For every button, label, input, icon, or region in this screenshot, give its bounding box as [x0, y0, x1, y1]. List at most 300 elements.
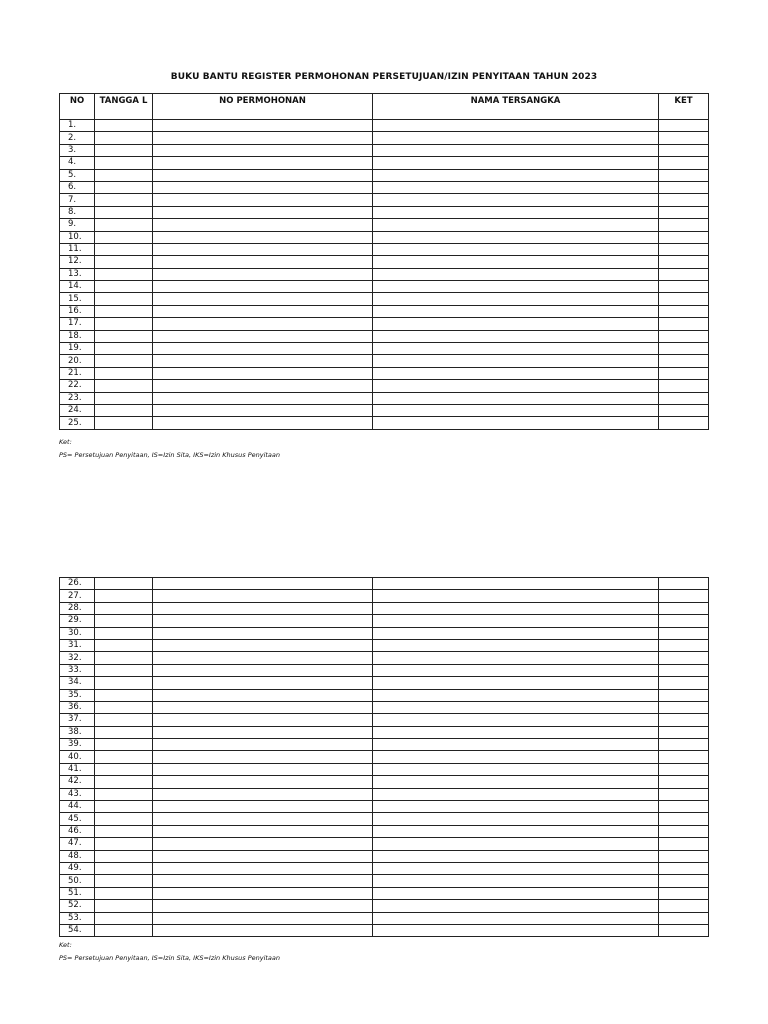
cell-nama-tersangka [373, 355, 659, 367]
table-row [60, 862, 709, 874]
cell-ket [659, 627, 709, 639]
cell-no-permohonan [153, 281, 373, 293]
cell-nama-tersangka [373, 380, 659, 392]
cell-no-permohonan [153, 417, 373, 429]
cell-tanggal [95, 850, 153, 862]
cell-nama-tersangka [373, 801, 659, 813]
cell-nama-tersangka [373, 664, 659, 676]
cell-no-permohonan [153, 578, 373, 590]
cell-nama-tersangka [373, 714, 659, 726]
cell-no-permohonan [153, 293, 373, 305]
cell-tanggal [95, 801, 153, 813]
table-row [60, 231, 709, 243]
cell-no: 4. [60, 157, 95, 169]
cell-no: 50. [60, 875, 95, 887]
table-row [60, 763, 709, 775]
cell-nama-tersangka [373, 293, 659, 305]
table-row [60, 144, 709, 156]
table-row [60, 615, 709, 627]
cell-ket [659, 714, 709, 726]
cell-tanggal [95, 751, 153, 763]
cell-ket [659, 293, 709, 305]
table-row [60, 813, 709, 825]
cell-no: 54. [60, 924, 95, 936]
table-row [60, 850, 709, 862]
cell-nama-tersangka [373, 120, 659, 132]
cell-no: 47. [60, 838, 95, 850]
cell-nama-tersangka [373, 343, 659, 355]
cell-no-permohonan [153, 243, 373, 255]
cell-ket [659, 875, 709, 887]
table-row [60, 157, 709, 169]
cell-ket [659, 801, 709, 813]
table-row [60, 838, 709, 850]
table-row [60, 281, 709, 293]
cell-no: 13. [60, 268, 95, 280]
cell-no: 43. [60, 788, 95, 800]
table-row [60, 367, 709, 379]
table-row [60, 887, 709, 899]
cell-ket [659, 144, 709, 156]
cell-no-permohonan [153, 305, 373, 317]
table-row [60, 404, 709, 416]
cell-ket [659, 281, 709, 293]
cell-no-permohonan [153, 380, 373, 392]
cell-tanggal [95, 268, 153, 280]
cell-ket [659, 392, 709, 404]
cell-ket [659, 813, 709, 825]
cell-ket [659, 219, 709, 231]
cell-nama-tersangka [373, 639, 659, 651]
cell-no-permohonan [153, 367, 373, 379]
table-row [60, 194, 709, 206]
cell-no: 25. [60, 417, 95, 429]
cell-ket [659, 367, 709, 379]
cell-nama-tersangka [373, 689, 659, 701]
cell-nama-tersangka [373, 404, 659, 416]
cell-no-permohonan [153, 652, 373, 664]
cell-no: 2. [60, 132, 95, 144]
cell-no-permohonan [153, 862, 373, 874]
cell-nama-tersangka [373, 417, 659, 429]
cell-ket [659, 120, 709, 132]
cell-no: 42. [60, 776, 95, 788]
cell-no-permohonan [153, 181, 373, 193]
table-row [60, 243, 709, 255]
cell-tanggal [95, 689, 153, 701]
cell-ket [659, 343, 709, 355]
cell-ket [659, 838, 709, 850]
cell-no: 34. [60, 677, 95, 689]
cell-tanggal [95, 825, 153, 837]
table-row [60, 714, 709, 726]
cell-no: 6. [60, 181, 95, 193]
cell-nama-tersangka [373, 701, 659, 713]
legend-label: Ket: [59, 941, 72, 949]
cell-no: 31. [60, 639, 95, 651]
cell-ket [659, 380, 709, 392]
table-row [60, 689, 709, 701]
table-row [60, 330, 709, 342]
table-row [60, 652, 709, 664]
cell-tanggal [95, 367, 153, 379]
cell-nama-tersangka [373, 268, 659, 280]
table-row [60, 875, 709, 887]
cell-nama-tersangka [373, 838, 659, 850]
table-header-row [60, 94, 709, 120]
cell-tanggal [95, 701, 153, 713]
cell-ket [659, 689, 709, 701]
cell-ket [659, 602, 709, 614]
cell-nama-tersangka [373, 924, 659, 936]
cell-tanggal [95, 664, 153, 676]
cell-nama-tersangka [373, 219, 659, 231]
cell-no: 46. [60, 825, 95, 837]
table-row [60, 305, 709, 317]
cell-ket [659, 318, 709, 330]
cell-no: 53. [60, 912, 95, 924]
cell-tanggal [95, 281, 153, 293]
cell-no: 52. [60, 900, 95, 912]
table-row [60, 318, 709, 330]
cell-ket [659, 739, 709, 751]
cell-no: 51. [60, 887, 95, 899]
table-row [60, 912, 709, 924]
cell-no-permohonan [153, 602, 373, 614]
cell-tanggal [95, 243, 153, 255]
table-row [60, 664, 709, 676]
cell-nama-tersangka [373, 652, 659, 664]
cell-nama-tersangka [373, 392, 659, 404]
cell-nama-tersangka [373, 900, 659, 912]
cell-no-permohonan [153, 144, 373, 156]
cell-nama-tersangka [373, 887, 659, 899]
cell-tanggal [95, 144, 153, 156]
cell-nama-tersangka [373, 627, 659, 639]
cell-no: 1. [60, 120, 95, 132]
cell-no: 16. [60, 305, 95, 317]
cell-ket [659, 924, 709, 936]
header-no: NO [60, 94, 95, 120]
cell-nama-tersangka [373, 590, 659, 602]
page-title: BUKU BANTU REGISTER PERMOHONAN PERSETUJUAN/IZIN PENYITAAN TAHUN 2023 [170, 72, 598, 82]
table-row [60, 343, 709, 355]
cell-tanggal [95, 887, 153, 899]
cell-no: 24. [60, 404, 95, 416]
cell-ket [659, 194, 709, 206]
cell-nama-tersangka [373, 169, 659, 181]
cell-no-permohonan [153, 714, 373, 726]
header-no-permohonan: NO PERMOHONAN [153, 94, 373, 120]
cell-no: 37. [60, 714, 95, 726]
cell-tanggal [95, 318, 153, 330]
table-row [60, 751, 709, 763]
cell-no-permohonan [153, 838, 373, 850]
cell-nama-tersangka [373, 862, 659, 874]
cell-ket [659, 900, 709, 912]
cell-ket [659, 862, 709, 874]
cell-nama-tersangka [373, 677, 659, 689]
legend-page-1 [59, 436, 280, 462]
cell-tanggal [95, 120, 153, 132]
cell-no-permohonan [153, 627, 373, 639]
cell-no: 12. [60, 256, 95, 268]
cell-no-permohonan [153, 268, 373, 280]
cell-no-permohonan [153, 404, 373, 416]
cell-no-permohonan [153, 875, 373, 887]
cell-no-permohonan [153, 850, 373, 862]
cell-ket [659, 763, 709, 775]
cell-no-permohonan [153, 776, 373, 788]
table-row [60, 206, 709, 218]
cell-ket [659, 169, 709, 181]
cell-nama-tersangka [373, 615, 659, 627]
cell-no: 11. [60, 243, 95, 255]
cell-nama-tersangka [373, 788, 659, 800]
cell-nama-tersangka [373, 850, 659, 862]
cell-tanggal [95, 602, 153, 614]
cell-tanggal [95, 739, 153, 751]
cell-ket [659, 404, 709, 416]
table-row [60, 627, 709, 639]
cell-tanggal [95, 788, 153, 800]
legend-text: PS= Persetujuan Penyitaan, IS=Izin Sita, IKS=Izin Khusus Penyitaan [59, 451, 281, 459]
cell-tanggal [95, 194, 153, 206]
cell-no-permohonan [153, 318, 373, 330]
cell-tanggal [95, 256, 153, 268]
cell-tanggal [95, 714, 153, 726]
cell-no: 35. [60, 689, 95, 701]
cell-no: 23. [60, 392, 95, 404]
table-row [60, 132, 709, 144]
cell-no: 10. [60, 231, 95, 243]
table-row [60, 169, 709, 181]
cell-no: 27. [60, 590, 95, 602]
cell-ket [659, 639, 709, 651]
cell-no-permohonan [153, 813, 373, 825]
table-row [60, 417, 709, 429]
cell-tanggal [95, 862, 153, 874]
cell-no: 33. [60, 664, 95, 676]
cell-no-permohonan [153, 788, 373, 800]
cell-no: 9. [60, 219, 95, 231]
cell-no-permohonan [153, 739, 373, 751]
table-row [60, 578, 709, 590]
table-row [60, 788, 709, 800]
header-tanggal: TANGGA L [95, 94, 153, 120]
cell-tanggal [95, 219, 153, 231]
cell-ket [659, 181, 709, 193]
cell-nama-tersangka [373, 602, 659, 614]
cell-tanggal [95, 590, 153, 602]
cell-ket [659, 887, 709, 899]
cell-tanggal [95, 392, 153, 404]
table-row [60, 701, 709, 713]
cell-no: 29. [60, 615, 95, 627]
table-row [60, 602, 709, 614]
header-nama-tersangka: NAMA TERSANGKA [373, 94, 659, 120]
cell-no: 19. [60, 343, 95, 355]
cell-no: 32. [60, 652, 95, 664]
table-row [60, 726, 709, 738]
cell-nama-tersangka [373, 194, 659, 206]
cell-tanggal [95, 900, 153, 912]
cell-nama-tersangka [373, 751, 659, 763]
cell-tanggal [95, 293, 153, 305]
table-row [60, 677, 709, 689]
cell-no-permohonan [153, 726, 373, 738]
cell-nama-tersangka [373, 367, 659, 379]
table-row [60, 924, 709, 936]
cell-tanggal [95, 181, 153, 193]
cell-tanggal [95, 417, 153, 429]
cell-ket [659, 776, 709, 788]
cell-nama-tersangka [373, 231, 659, 243]
cell-ket [659, 330, 709, 342]
table-row [60, 776, 709, 788]
cell-ket [659, 355, 709, 367]
cell-no: 39. [60, 739, 95, 751]
cell-nama-tersangka [373, 281, 659, 293]
cell-ket [659, 305, 709, 317]
cell-ket [659, 268, 709, 280]
cell-no: 8. [60, 206, 95, 218]
cell-no-permohonan [153, 231, 373, 243]
table-row [60, 120, 709, 132]
cell-no: 22. [60, 380, 95, 392]
cell-nama-tersangka [373, 132, 659, 144]
cell-no-permohonan [153, 639, 373, 651]
cell-ket [659, 590, 709, 602]
cell-tanggal [95, 924, 153, 936]
cell-tanggal [95, 355, 153, 367]
cell-no-permohonan [153, 689, 373, 701]
cell-no-permohonan [153, 615, 373, 627]
cell-no-permohonan [153, 169, 373, 181]
cell-tanggal [95, 912, 153, 924]
cell-ket [659, 825, 709, 837]
cell-tanggal [95, 639, 153, 651]
cell-nama-tersangka [373, 305, 659, 317]
cell-no: 15. [60, 293, 95, 305]
cell-no: 49. [60, 862, 95, 874]
legend-label: Ket: [59, 438, 72, 446]
cell-tanggal [95, 132, 153, 144]
register-table-body-page-1 [60, 120, 709, 430]
table-row [60, 219, 709, 231]
cell-ket [659, 231, 709, 243]
cell-no: 45. [60, 813, 95, 825]
table-row [60, 801, 709, 813]
cell-ket [659, 751, 709, 763]
register-table-page-2 [59, 577, 709, 937]
cell-tanggal [95, 206, 153, 218]
cell-no: 14. [60, 281, 95, 293]
cell-ket [659, 664, 709, 676]
cell-no: 3. [60, 144, 95, 156]
cell-no: 36. [60, 701, 95, 713]
table-row [60, 639, 709, 651]
cell-nama-tersangka [373, 206, 659, 218]
cell-no-permohonan [153, 801, 373, 813]
cell-no: 5. [60, 169, 95, 181]
cell-no: 28. [60, 602, 95, 614]
cell-nama-tersangka [373, 318, 659, 330]
cell-no-permohonan [153, 825, 373, 837]
legend-page-2 [59, 939, 280, 965]
cell-ket [659, 677, 709, 689]
cell-no: 48. [60, 850, 95, 862]
cell-no-permohonan [153, 664, 373, 676]
cell-tanggal [95, 343, 153, 355]
cell-no-permohonan [153, 751, 373, 763]
cell-no-permohonan [153, 924, 373, 936]
cell-nama-tersangka [373, 330, 659, 342]
cell-ket [659, 850, 709, 862]
cell-tanggal [95, 726, 153, 738]
cell-no: 7. [60, 194, 95, 206]
cell-tanggal [95, 231, 153, 243]
cell-ket [659, 157, 709, 169]
cell-nama-tersangka [373, 157, 659, 169]
cell-tanggal [95, 157, 153, 169]
cell-nama-tersangka [373, 243, 659, 255]
cell-ket [659, 912, 709, 924]
cell-no-permohonan [153, 330, 373, 342]
cell-no: 44. [60, 801, 95, 813]
cell-tanggal [95, 380, 153, 392]
cell-no: 17. [60, 318, 95, 330]
cell-no: 41. [60, 763, 95, 775]
cell-ket [659, 615, 709, 627]
cell-nama-tersangka [373, 763, 659, 775]
cell-no: 18. [60, 330, 95, 342]
cell-ket [659, 243, 709, 255]
cell-nama-tersangka [373, 578, 659, 590]
cell-ket [659, 652, 709, 664]
cell-ket [659, 132, 709, 144]
cell-tanggal [95, 169, 153, 181]
cell-no: 21. [60, 367, 95, 379]
register-table-page-1 [59, 93, 709, 430]
cell-no-permohonan [153, 206, 373, 218]
cell-tanggal [95, 677, 153, 689]
cell-no-permohonan [153, 590, 373, 602]
cell-nama-tersangka [373, 825, 659, 837]
cell-tanggal [95, 305, 153, 317]
cell-tanggal [95, 627, 153, 639]
table-row [60, 355, 709, 367]
cell-nama-tersangka [373, 256, 659, 268]
table-row [60, 256, 709, 268]
cell-tanggal [95, 578, 153, 590]
cell-no-permohonan [153, 157, 373, 169]
cell-no-permohonan [153, 912, 373, 924]
table-row [60, 293, 709, 305]
cell-no-permohonan [153, 900, 373, 912]
cell-no: 38. [60, 726, 95, 738]
cell-nama-tersangka [373, 813, 659, 825]
table-row [60, 268, 709, 280]
cell-tanggal [95, 615, 153, 627]
legend-text: PS= Persetujuan Penyitaan, IS=Izin Sita, IKS=Izin Khusus Penyitaan [59, 954, 281, 962]
table-row [60, 825, 709, 837]
cell-tanggal [95, 652, 153, 664]
cell-no-permohonan [153, 701, 373, 713]
cell-no-permohonan [153, 256, 373, 268]
cell-nama-tersangka [373, 912, 659, 924]
cell-no-permohonan [153, 219, 373, 231]
